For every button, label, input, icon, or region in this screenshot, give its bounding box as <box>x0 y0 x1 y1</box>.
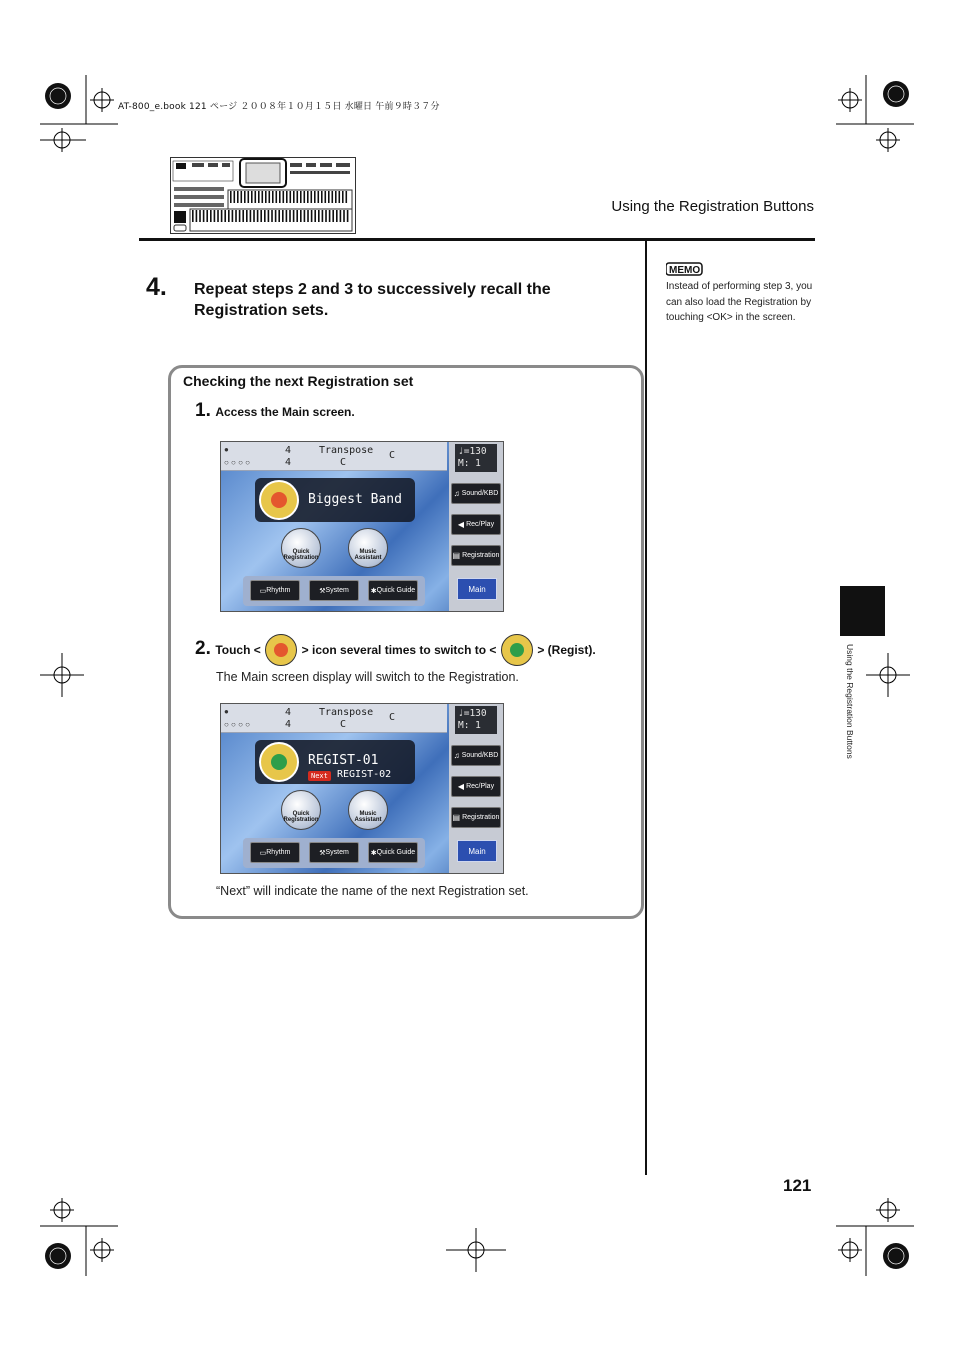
drum-icon: ▭ <box>259 849 267 857</box>
star-icon: ✱ <box>370 849 377 857</box>
regist-mode-icon <box>501 634 533 666</box>
quick-registration-button[interactable]: Quick Registration <box>281 528 321 568</box>
footer-note: “Next” will indicate the name of the next Registration set. <box>216 884 529 898</box>
sound-kbd-button[interactable]: ♫ Sound/KBD <box>451 745 501 766</box>
main-button[interactable]: Main <box>457 840 497 862</box>
page-number: 121 <box>783 1176 812 1195</box>
beat-indicator: ● <box>224 707 229 716</box>
substep-2-middle: > icon several times to switch to < <box>301 643 497 657</box>
quick-guide-button[interactable]: ✱ Quick Guide <box>368 580 418 601</box>
memo-text: Instead of performing step 3, you can also load the Registration by touching <OK> in the screen. <box>666 281 813 323</box>
music-assistant-button[interactable]: Music Assistant <box>348 790 388 830</box>
transpose-label: Transpose <box>319 445 374 456</box>
box-title: Checking the next Registration set <box>183 373 414 389</box>
system-button[interactable]: ⚒ System <box>309 580 359 601</box>
substep-2-number: 2. <box>195 638 211 659</box>
rec-play-button[interactable]: ◀ Rec/Play <box>451 776 501 797</box>
beat-indicator: ● <box>224 445 229 454</box>
measure-value: M: 1 <box>458 458 481 469</box>
transpose-value: C <box>340 719 347 730</box>
registration-button[interactable]: ▤ Registration <box>451 807 501 828</box>
substep-1-text: Access the Main screen. <box>215 405 355 419</box>
column-rule <box>645 241 647 1175</box>
rec-play-button[interactable]: ◀ Rec/Play <box>451 514 501 535</box>
substep-2-touch: Touch < <box>215 643 261 657</box>
rhythm-button[interactable]: ▭ Rhythm <box>250 842 300 863</box>
beat-bottom: 4 <box>285 457 292 468</box>
tempo-value: ♩=130 <box>458 446 487 457</box>
main-screen-2 <box>220 703 504 874</box>
measure-value: M: 1 <box>458 720 481 731</box>
header-rule <box>139 238 815 241</box>
registration-name: REGIST-01 <box>308 753 379 768</box>
system-button[interactable]: ⚒ System <box>309 842 359 863</box>
beat-dots: ○ ○ ○ ○ <box>224 720 250 729</box>
print-header: AT-800_e.book 121 ページ ２００８年１０月１５日 水曜日 午前９時３７分 <box>118 102 440 112</box>
quick-guide-button[interactable]: ✱ Quick Guide <box>368 842 418 863</box>
speaker-icon: ◀ <box>457 520 465 529</box>
main-screen-1 <box>220 441 504 612</box>
rhythm-mode-icon[interactable] <box>259 480 299 520</box>
key-value: C <box>389 450 396 461</box>
transpose-label: Transpose <box>319 707 374 718</box>
running-title: Using the Registration Buttons <box>611 198 814 215</box>
step-number: 4. <box>146 273 167 301</box>
quick-registration-button[interactable]: Quick Registration <box>281 790 321 830</box>
drum-icon: ▭ <box>259 587 267 595</box>
substep-2-note: The Main screen display will switch to the Registration. <box>216 670 519 684</box>
key-value: C <box>389 712 396 723</box>
instrument-panel-illustration <box>170 157 356 234</box>
note-icon: ♫ <box>453 489 460 498</box>
substep-2 <box>195 633 596 666</box>
chapter-tab <box>840 586 885 636</box>
substep-2-end: > (Regist). <box>537 643 596 657</box>
star-icon: ✱ <box>370 587 377 595</box>
memo-icon <box>666 262 704 276</box>
registration-icon: ▤ <box>452 813 461 822</box>
beat-bottom: 4 <box>285 719 292 730</box>
music-assistant-button[interactable]: Music Assistant <box>348 528 388 568</box>
beat-top: 4 <box>285 707 292 718</box>
substep-1 <box>195 400 355 422</box>
memo-label: MEMO <box>669 265 701 276</box>
registration-button[interactable]: ▤ Registration <box>451 545 501 566</box>
side-label: Using the Registration Buttons <box>845 644 855 759</box>
substep-1-number: 1. <box>195 400 211 421</box>
next-registration-name: REGIST-02 <box>337 769 392 780</box>
speaker-icon: ◀ <box>457 782 465 791</box>
beat-dots: ○ ○ ○ ○ <box>224 458 250 467</box>
main-button[interactable]: Main <box>457 578 497 600</box>
tools-icon: ⚒ <box>319 587 326 595</box>
transpose-value: C <box>340 457 347 468</box>
tools-icon: ⚒ <box>319 849 326 857</box>
step-instruction: Repeat steps 2 and 3 to successively recall the Registration sets. <box>194 281 551 319</box>
beat-top: 4 <box>285 445 292 456</box>
next-tag: Next <box>308 771 331 781</box>
regist-mode-icon[interactable] <box>259 742 299 782</box>
registration-icon: ▤ <box>452 551 461 560</box>
tempo-display <box>455 444 497 472</box>
note-icon: ♫ <box>453 751 460 760</box>
sound-kbd-button[interactable]: ♫ Sound/KBD <box>451 483 501 504</box>
rhythm-button[interactable]: ▭ Rhythm <box>250 580 300 601</box>
rhythm-mode-icon <box>265 634 297 666</box>
tempo-value: ♩=130 <box>458 708 487 719</box>
rhythm-name: Biggest Band <box>308 492 402 507</box>
tempo-display <box>455 706 497 734</box>
